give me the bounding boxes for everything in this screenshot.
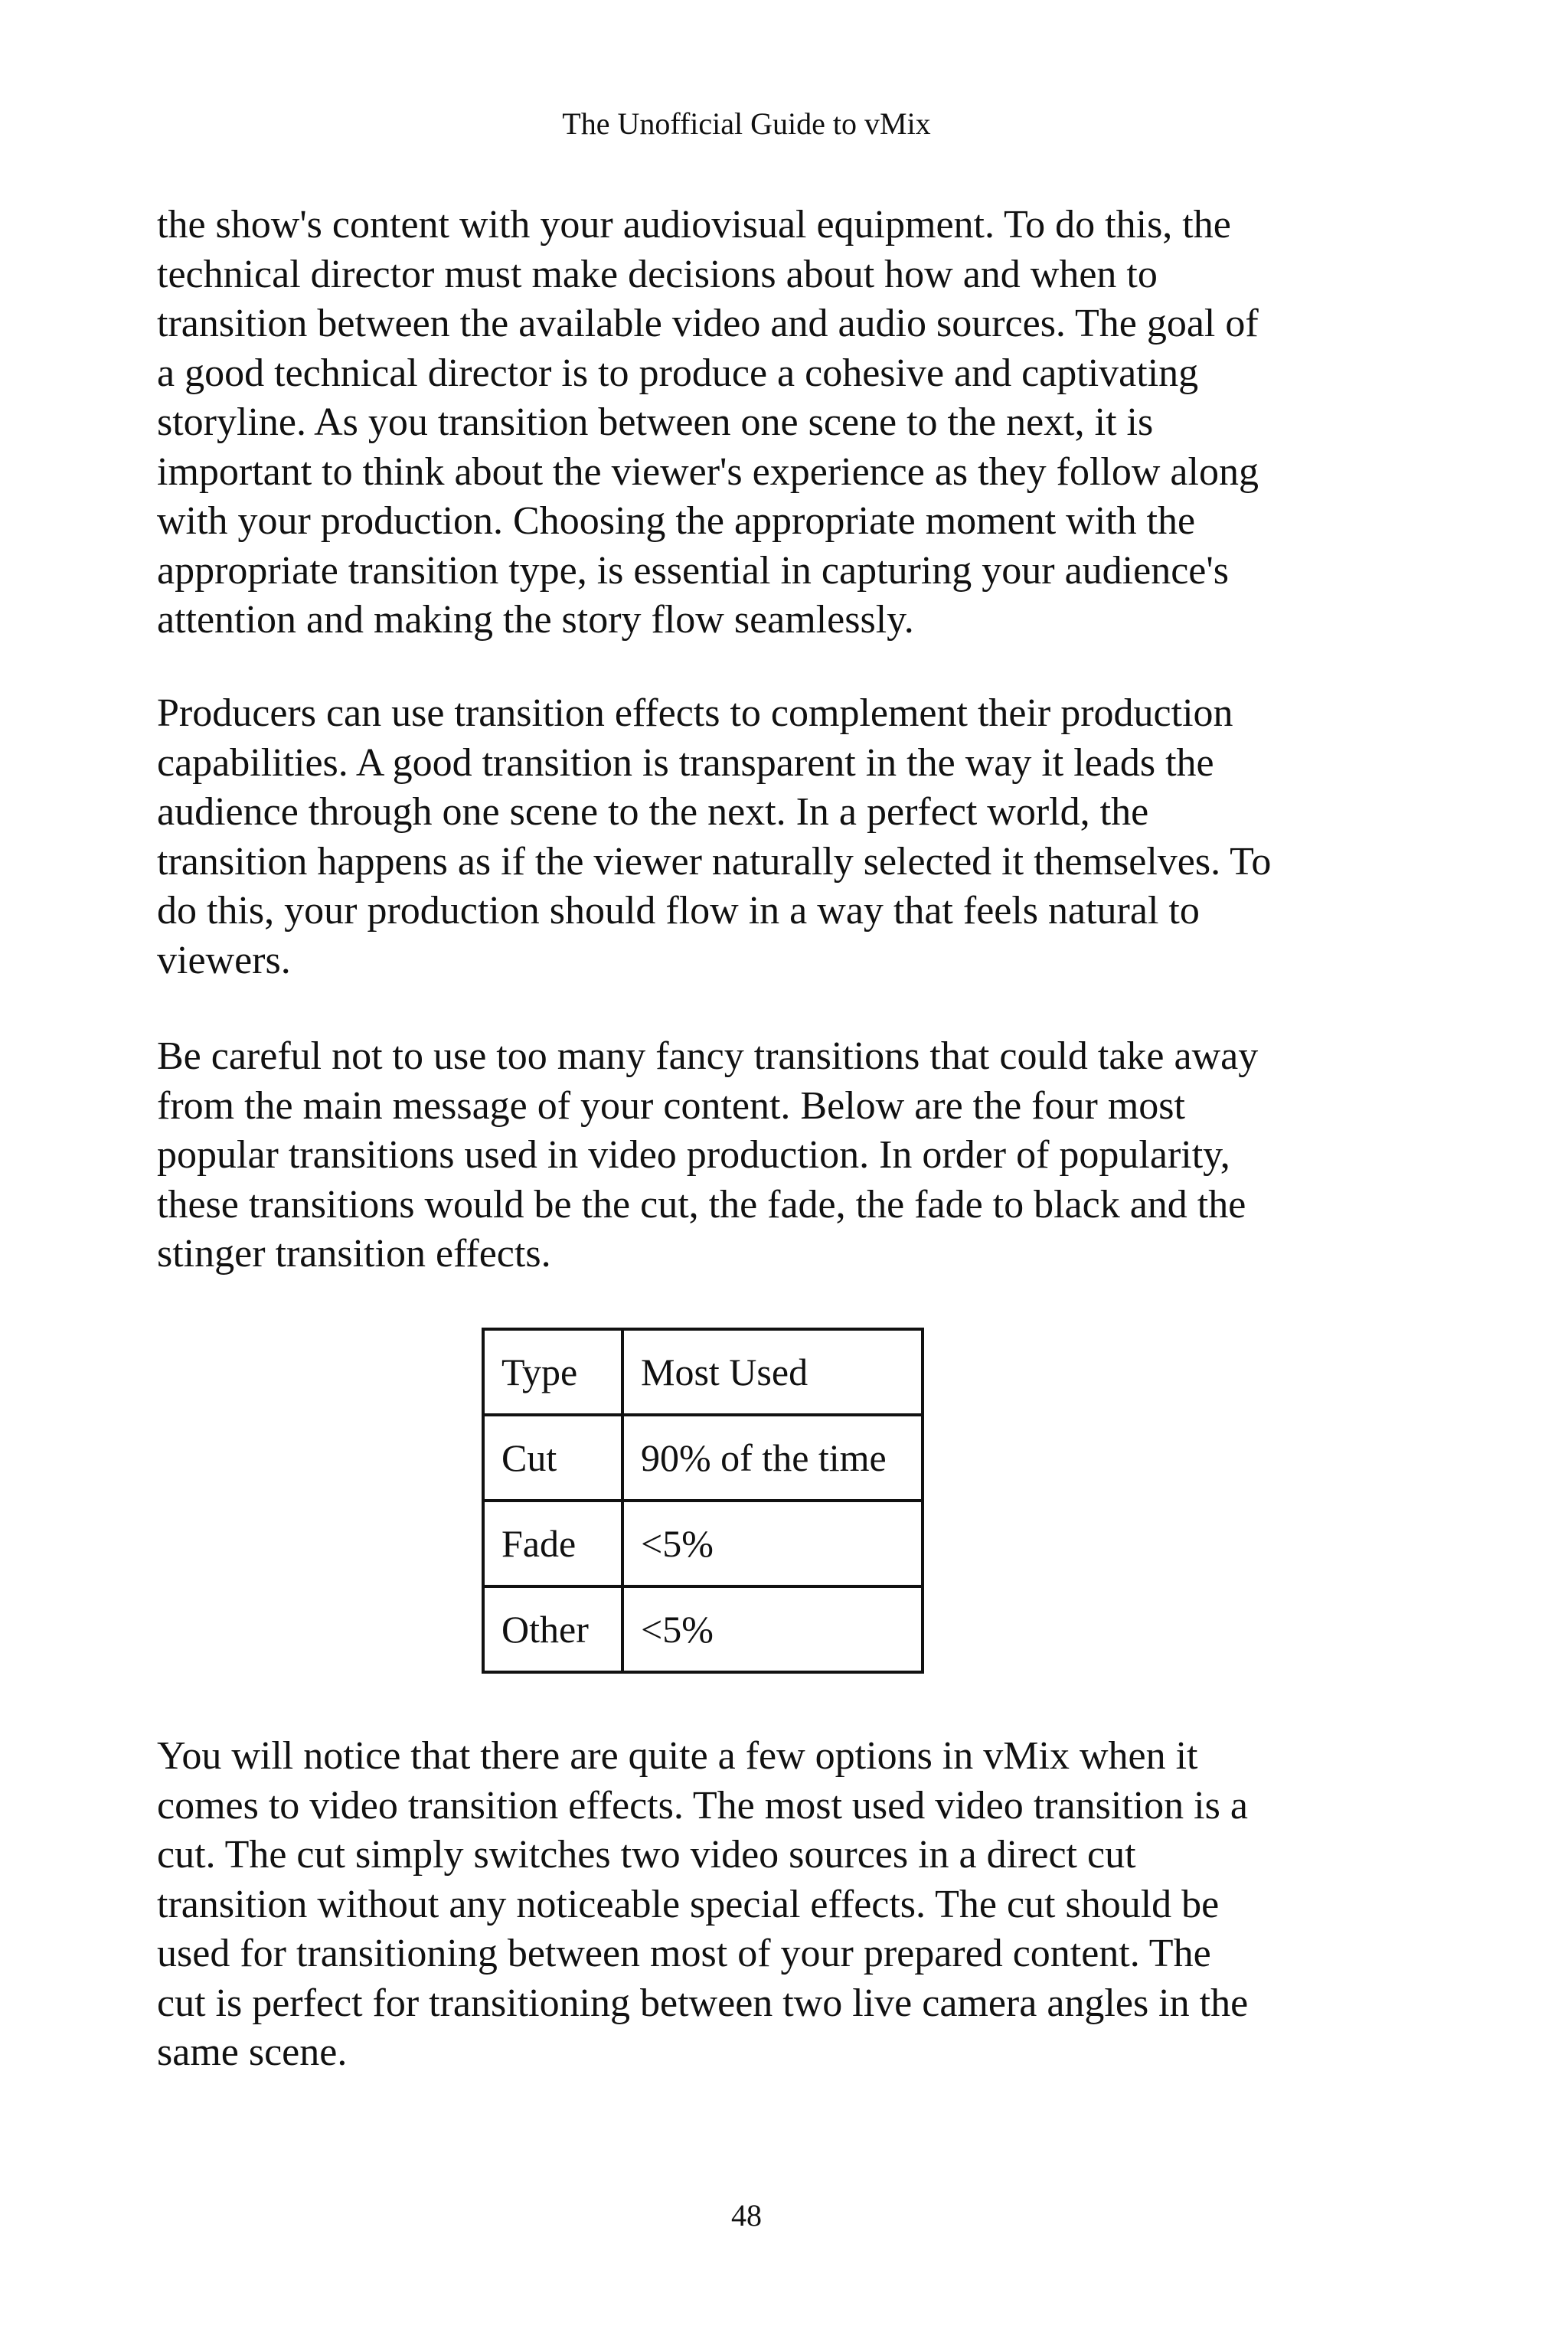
text-line: Be careful not to use too many fancy transitions that could take away [157,1034,1259,1078]
text-line: viewers. [157,938,291,982]
table-header-cell: Most Used [622,1329,923,1415]
text-line: a good technical director is to produce a cohesive and captivating [157,351,1199,395]
transition-usage-table [482,1328,924,1674]
table-cell: Cut [483,1415,622,1501]
text-line: these transitions would be the cut, the fade, the fade to black and the [157,1182,1246,1227]
table-row [483,1586,923,1672]
table-cell: Fade [483,1501,622,1586]
running-header: The Unofficial Guide to vMix [562,106,931,141]
table-cell: 90% of the time [622,1415,923,1501]
body-paragraph-4 [157,1732,1351,2078]
text-line: from the main message of your content. Below are the four most [157,1083,1185,1128]
text-line: You will notice that there are quite a few options in vMix when it [157,1734,1198,1778]
text-line: Producers can use transition effects to complement their production [157,691,1233,735]
text-line: attention and making the story flow seamlessly. [157,598,914,642]
body-paragraph-3 [157,1032,1351,1279]
body-paragraph-2 [157,689,1351,985]
text-line: important to think about the viewer's experience as they follow along [157,449,1259,494]
text-line: appropriate transition type, is essential in capturing your audience's [157,548,1229,593]
text-line: cut. The cut simply switches two video sources in a direct cut [157,1833,1136,1877]
text-line: transition happens as if the viewer naturally selected it themselves. To [157,839,1272,884]
table-cell: <5% [622,1501,923,1586]
text-line: the show's content with your audiovisual equipment. To do this, the [157,203,1231,247]
text-line: transition without any noticeable special effects. The cut should be [157,1882,1220,1926]
table-cell: <5% [622,1586,923,1672]
text-line: capabilities. A good transition is transparent in the way it leads the [157,740,1214,785]
table-header-cell: Type [483,1329,622,1415]
text-line: storyline. As you transition between one scene to the next, it is [157,400,1154,444]
text-line: same scene. [157,2030,348,2074]
text-line: audience through one scene to the next. In a perfect world, the [157,790,1149,834]
text-line: stinger transition effects. [157,1232,551,1276]
table-row [483,1501,923,1586]
table-cell: Other [483,1586,622,1672]
text-line: do this, your production should flow in a way that feels natural to [157,889,1200,933]
text-line: comes to video transition effects. The most used video transition is a [157,1783,1248,1828]
text-line: with your production. Choosing the appropriate moment with the [157,499,1196,543]
text-line: used for transitioning between most of your prepared content. The [157,1932,1211,1975]
text-line: technical director must make decisions about how and when to [157,252,1158,296]
text-line: transition between the available video and audio sources. The goal of [157,302,1259,345]
text-line: cut is perfect for transitioning between two live camera angles in the [157,1981,1249,2025]
body-paragraph-1 [157,201,1351,645]
page-number: 48 [731,2198,762,2233]
text-line: popular transitions used in video production. In order of popularity, [157,1133,1230,1177]
table-header-row [483,1329,923,1415]
table-row [483,1415,923,1501]
